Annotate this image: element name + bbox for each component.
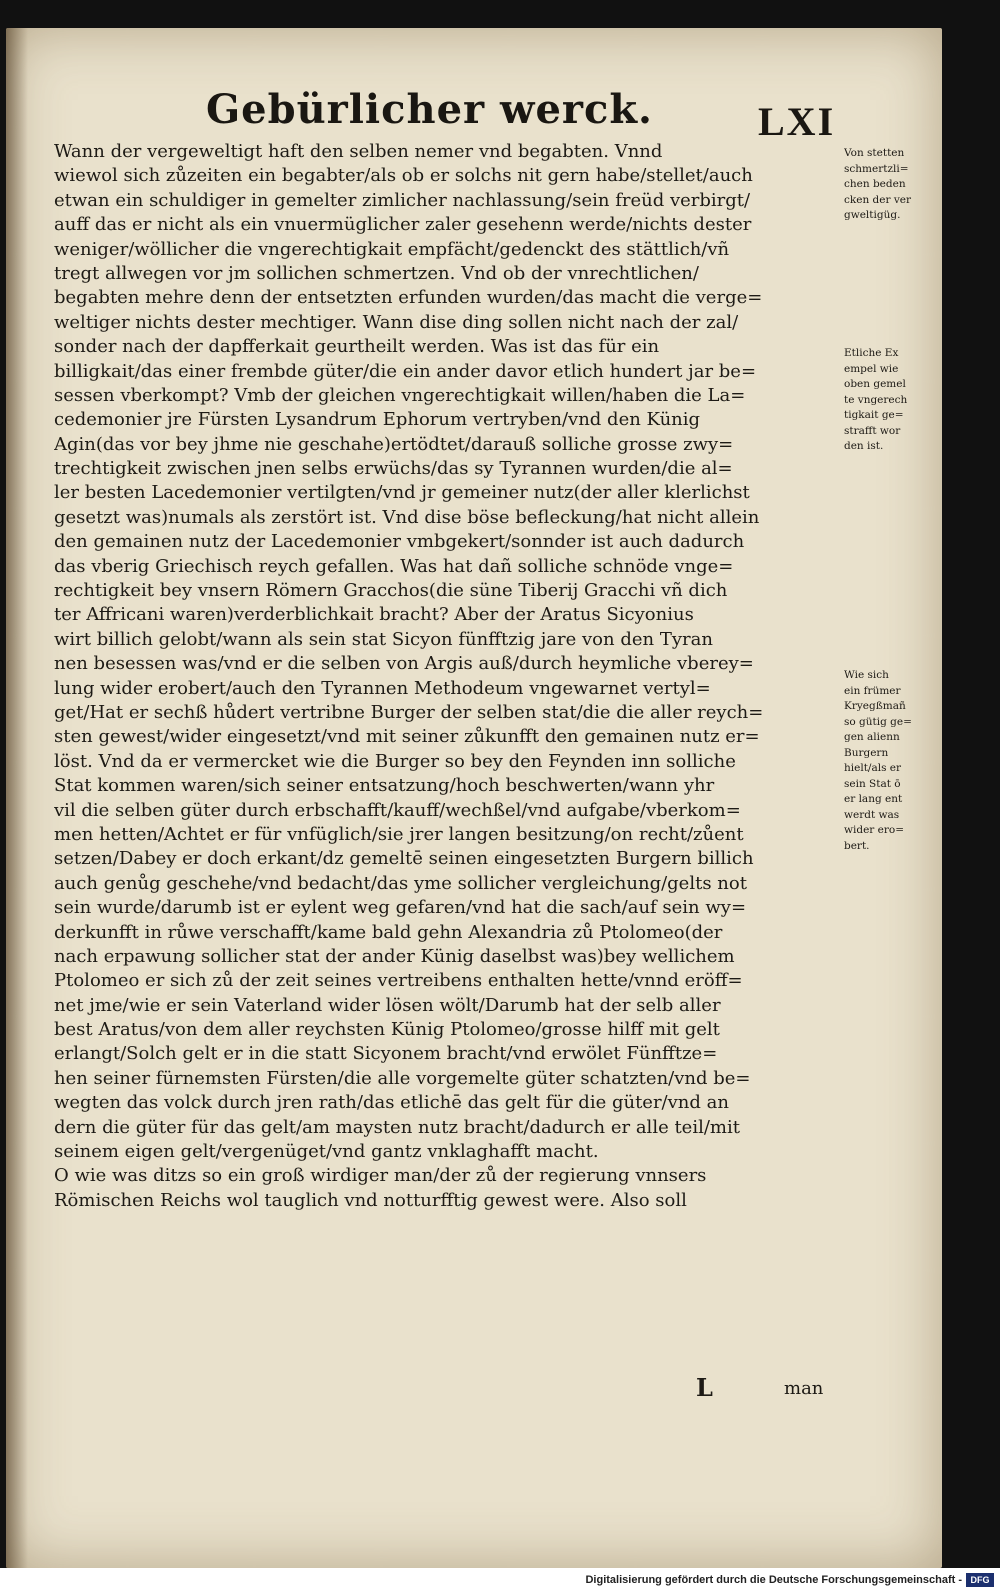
marginal-note-line: hielt/als er [844,762,902,774]
marginal-note-line: schmertzli= [844,162,909,175]
text-line: sein wurde/darumb ist er eylent weg gefaren/vnd hat die sach/auf sein wy= [54,897,747,919]
marginal-note-line: chen beden [844,178,906,190]
text-line: weltiger nichts dester mechtiger. Wann dise ding sollen nicht nach der zal/ [54,311,739,333]
marginal-note-line: sein Stat ō [844,777,901,790]
marginal-note-line: werdt was [844,808,900,821]
text-line: auch genůg geschehe/vnd bedacht/das yme sollicher vergleichung/gelts not [54,872,747,894]
text-line: auff das er nicht als ein vnuermüglicher zaler gesehenn werde/nichts dester [54,214,752,236]
marginal-note-line: Burgern [844,746,889,759]
marginal-note-line: te vngerech [844,393,908,406]
text-line: erlangt/Solch gelt er in die statt Sicyonem bracht/vnd erwölet Fünfftze= [54,1043,718,1065]
text-line: etwan ein schuldiger in gemelter zimlicher nachlassung/sein freüd verbirgt/ [54,189,751,211]
text-line: sessen vberkompt? Vmb der gleichen vngerechtigkait willen/haben die La= [54,384,746,406]
text-line: ter Affricani waren)verderblichkait bracht? Aber der Aratus Sicyonius [54,604,694,626]
text-line: sonder nach der dapfferkait geurtheilt werden. Was ist das für ein [54,336,660,358]
marginal-note-line: Kryegßmañ [844,700,906,712]
text-line: lung wider erobert/auch den Tyrannen Methodeum vngewarnet vertyl= [54,677,711,699]
marginal-note-line: er lang ent [844,793,903,805]
funding-credit: Digitalisierung gefördert durch die Deutsche Forschungsgemeinschaft - [585,1574,962,1586]
text-line: seinem eigen gelt/vergenüget/vnd gantz vnklaghafft macht. [54,1141,599,1163]
text-line: den gemainen nutz der Lacedemonier vmbgekert/sonnder ist auch dadurch [54,531,745,553]
marginal-note-line: cken der ver [844,193,912,206]
marginal-note-line: so gütig ge= [844,715,912,728]
text-line: wiewol sich zůzeiten ein begabter/als ob er solchs nit gern habe/stellet/auch [54,165,753,187]
running-title: Gebürlicher werck. [206,86,653,133]
marginal-note-line: den ist. [844,440,884,452]
marginal-note-line: Wie sich [844,669,889,681]
text-line: dern die güter für das gelt/am maysten nutz bracht/dadurch er alle teil/mit [54,1116,740,1138]
marginal-note-line: ein frümer [844,684,901,697]
text-line: O wie was ditzs so ein groß wirdiger man/der zů der regierung vnnsers [54,1165,707,1187]
text-line: wirt billich gelobt/wann als sein stat Sicyon fünfftzig jare von den Tyran [54,628,713,650]
text-line: setzen/Dabey er doch erkant/dz gemeltē seinen eingesetzten Burgern billich [54,848,754,870]
text-line: ler besten Lacedemonier vertilgten/vnd jr gemeiner nutz(der aller klerlichst [54,482,750,504]
text-line: begabten mehre denn der entsetzten erfunden wurden/das macht die verge= [54,287,763,309]
text-line: best Aratus/von dem aller reychsten Künig Ptolomeo/grosse hilff mit gelt [54,1019,720,1041]
text-line: weniger/wöllicher die vngerechtigkait empfächt/gedenckt des stättlich/vñ [54,238,730,260]
text-line: cedemonier jre Fürsten Lysandrum Ephorum vertryben/vnd den Künig [54,409,701,431]
marginal-note-2 [844,346,942,455]
main-text-block [54,140,834,1213]
marginal-note-line: bert. [844,839,870,852]
marginal-note-line: tigkait ge= [844,409,904,421]
text-line: wegten das volck durch jren rath/das etlichē das gelt für die güter/vnd an [54,1092,729,1114]
marginal-note-line: oben gemel [844,378,906,390]
book-page [6,28,942,1568]
signature-mark: L [696,1373,713,1402]
text-line: trechtigkeit zwischen jnen selbs erwüchs/das sy Tyrannen wurden/die al= [54,458,733,480]
marginal-note-line: wider ero= [844,824,904,836]
text-line: löst. Vnd da er vermercket wie die Burger so bey den Feynden inn solliche [54,750,736,772]
footer-bar [0,1568,1000,1595]
folio-number: LXI [758,99,836,144]
text-line: net jme/wie er sein Vaterland wider lösen wölt/Darumb hat der selb aller [54,994,721,1016]
text-line: nach erpawung sollicher stat der ander Künig daselbst was)bey wellichem [54,945,735,967]
text-line: vil die selben güter durch erbschafft/kauff/wechßel/vnd aufgabe/vberkom= [54,799,741,821]
text-line: Wann der vergeweltigt haft den selben nemer vnd begabten. Vnnd [54,141,663,162]
text-line: billigkait/das einer frembde güter/die ein ander davor etlich hundert jar be= [54,360,757,382]
text-line: hen seiner fürnemsten Fürsten/die alle vorgemelte güter schatzten/vnd be= [54,1067,751,1089]
marginal-note-line: Von stetten [844,147,905,159]
catchword: man [784,1378,824,1399]
text-line: Römischen Reichs wol tauglich vnd notturfftig gewest were. Also soll [54,1189,687,1211]
text-line: derkunfft in růwe verschafft/kame bald gehn Alexandria zů Ptolomeo(der [54,921,723,943]
dfg-logo: DFG [966,1573,994,1587]
text-line: sten gewest/wider eingesetzt/vnd mit seiner zůkunfft den gemainen nutz er= [54,726,760,748]
text-line: tregt allwegen vor jm sollichen schmertzen. Vnd ob der vnrechtlichen/ [54,262,699,284]
marginal-note-line: strafft wor [844,424,901,437]
text-line: men hetten/Achtet er für vnfüglich/sie jrer langen besitzung/on recht/zůent [54,823,744,845]
text-line: gesetzt was)numals als zerstört ist. Vnd dise böse befleckung/hat nicht allein [54,506,760,528]
text-line: Ptolomeo er sich zů der zeit seines vertreibens enthalten hette/vnnd eröff= [54,970,743,992]
text-line: Stat kommen waren/sich seiner entsatzung/hoch beschwerten/wann yhr [54,775,715,797]
text-line: Agin(das vor bey jhme nie geschahe)ertödtet/darauß solliche grosse zwy= [54,433,734,455]
marginal-note-line: gen alienn [844,731,900,743]
marginal-note-1 [844,146,942,224]
marginal-note-line: Etliche Ex [844,347,899,359]
text-line: rechtigkeit bey vnsern Römern Gracchos(die süne Tiberij Gracchi vñ dich [54,580,728,602]
marginal-note-3 [844,668,942,854]
marginal-note-line: empel wie [844,362,899,375]
text-line: get/Hat er sechß hůdert vertribne Burger der selben stat/die die aller reych= [54,701,764,723]
marginal-note-line: gweltigüg. [844,209,901,221]
text-line: nen besessen was/vnd er die selben von Argis auß/durch heymliche vberey= [54,653,754,675]
text-line: das vberig Griechisch reych gefallen. Was hat dañ solliche schnöde vnge= [54,555,734,577]
